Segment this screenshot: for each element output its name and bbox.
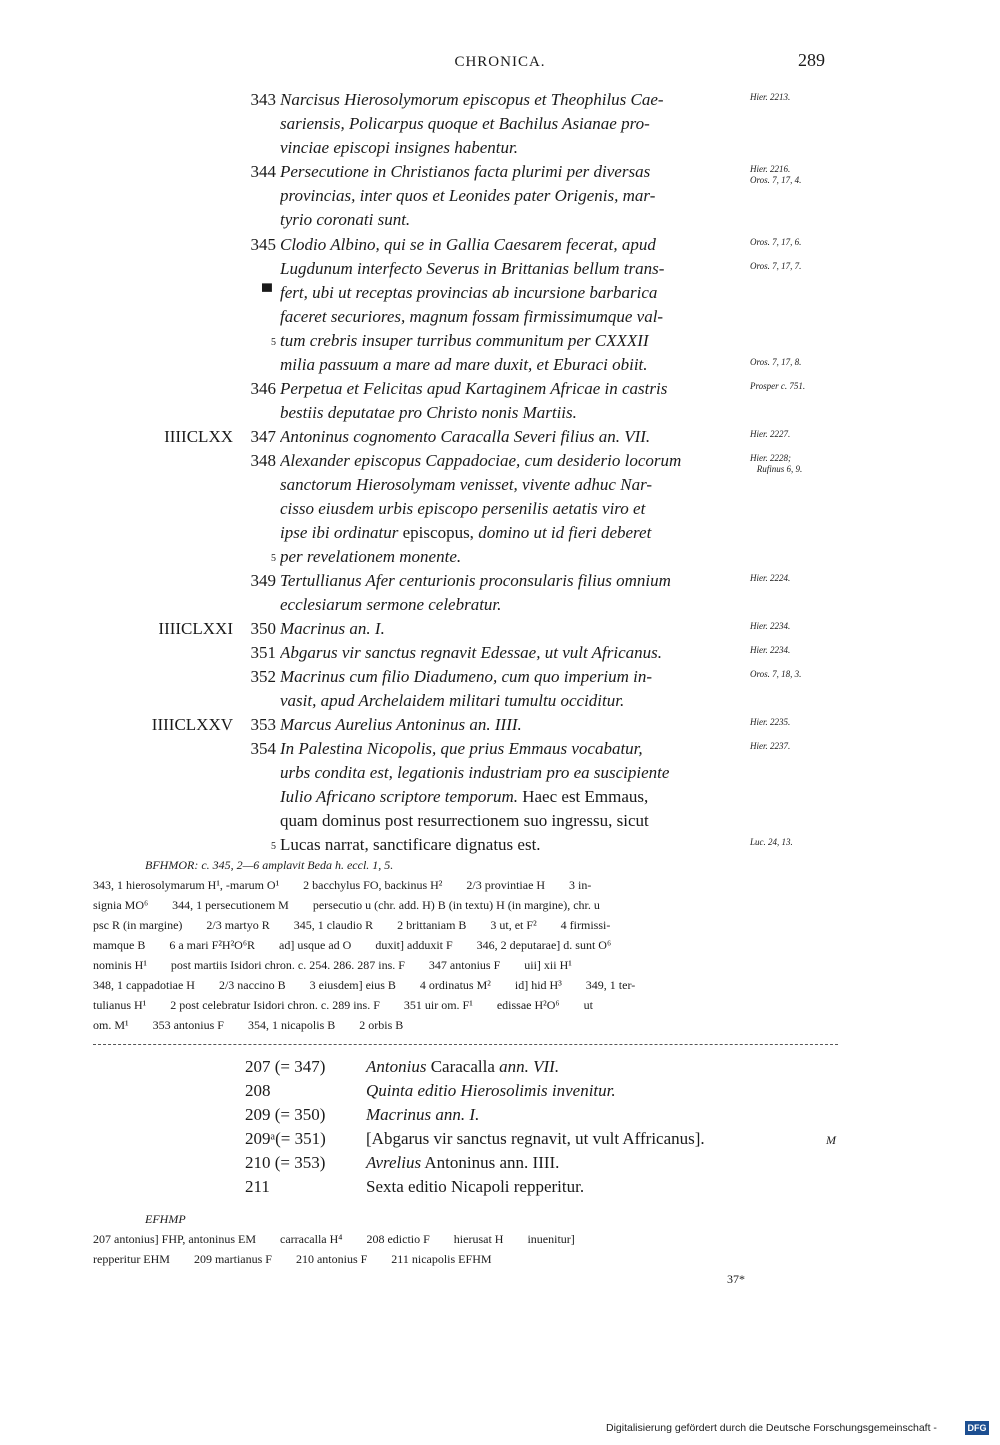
signature-mark: 37* xyxy=(727,1272,745,1286)
text-segment: Antoninus ann. IIII. xyxy=(421,1153,560,1172)
text-segment: Lugdunum interfecto Severus in Brittanias bellum trans- xyxy=(280,259,665,278)
source-reference: Hier. 2224. xyxy=(750,573,791,583)
text-segment: episcopus, xyxy=(398,523,479,542)
entry-number: 344 xyxy=(250,162,276,181)
text-segment: Macrinus an. I. xyxy=(280,619,385,638)
apparatus-line: om. M¹ 353 antonius F 354, 1 nicapolis B 2 orbis B xyxy=(93,1018,404,1032)
source-reference: Hier. 2234. xyxy=(750,621,791,631)
entry-line xyxy=(0,355,1000,378)
entry-number: 343 xyxy=(250,90,276,109)
entry-line xyxy=(0,331,1000,354)
alt-entry xyxy=(0,1057,1000,1079)
entry-text xyxy=(280,571,750,591)
entry-number: 345 xyxy=(250,235,276,254)
text-segment: urbs condita est, legationis industriam pro ea suscipiente xyxy=(280,763,670,782)
entry-line xyxy=(0,90,1000,113)
text-segment: Clodio Albino, qui se in Gallia Caesarem fecerat, apud xyxy=(280,235,656,254)
entry-text xyxy=(280,90,750,110)
source-reference: Hier. 2213. xyxy=(750,92,791,102)
alt-entry-text xyxy=(366,1081,616,1101)
text-segment: Persecutione in Christianos facta plurimi per diversas xyxy=(280,162,651,181)
text-segment: Iulio Africano scriptore temporum. xyxy=(280,787,518,806)
entry-text xyxy=(280,403,750,423)
alt-entry-number: 207 (= 347) xyxy=(245,1057,326,1076)
entry-line xyxy=(0,715,1000,738)
regnal-year: IIIICLXX xyxy=(164,427,233,446)
text-segment: Marcus Aurelius Antoninus an. IIII. xyxy=(280,715,522,734)
entry-line xyxy=(0,547,1000,570)
text-segment: cisso eiusdem urbis episcopo persenilis aetatis viro et xyxy=(280,499,646,518)
text-segment: sanctorum Hierosolymam venisset, vivente adhuc Nar- xyxy=(280,475,653,494)
entry-text xyxy=(280,523,750,543)
entry-line xyxy=(0,691,1000,714)
entry-line xyxy=(0,811,1000,834)
text-segment: ann. VII. xyxy=(499,1057,560,1076)
entry-text xyxy=(280,138,750,158)
apparatus-line: signia MO⁶ 344, 1 persecutionem M persecutio u (chr. add. H) B (in textu) H (in margine), chr. u xyxy=(93,898,600,912)
entry-text xyxy=(280,835,750,855)
alt-entry xyxy=(0,1153,1000,1175)
entry-line xyxy=(0,138,1000,161)
entry-text xyxy=(280,547,750,567)
entry-text xyxy=(280,307,750,327)
entry-text xyxy=(280,475,750,495)
entry-text xyxy=(280,186,750,206)
source-reference: Oros. 7, 17, 6. xyxy=(750,237,802,247)
source-reference: Hier. 2237. xyxy=(750,741,791,751)
entry-text xyxy=(280,114,750,134)
digitization-credit: Digitalisierung gefördert durch die Deutsche Forschungsgemeinschaft - xyxy=(606,1422,937,1434)
apparatus-head: BFHMOR: c. 345, 2—6 amplavit Beda h. eccl. 1, 5. xyxy=(145,858,394,872)
page-number: 289 xyxy=(798,50,825,70)
entry-line xyxy=(0,451,1000,474)
alt-entry xyxy=(0,1177,1000,1199)
text-segment: Antonius xyxy=(366,1057,427,1076)
alt-entry-text xyxy=(366,1129,705,1149)
source-reference: Hier. 2228; Rufinus 6, 9. xyxy=(750,453,803,474)
entry-text xyxy=(280,499,750,519)
text-segment: Haec est Emmaus, xyxy=(517,787,649,806)
entry-number: 350 xyxy=(250,619,276,638)
apparatus-line: mamque B 6 a mari F²H²O⁶R ad] usque ad O duxit] adduxit F 346, 2 deputarae] d. sunt O⁶ xyxy=(93,938,612,952)
entry-text xyxy=(280,763,750,783)
text-segment: vasit, apud Archelaidem militari tumultu occiditur. xyxy=(280,691,625,710)
entry-line xyxy=(0,186,1000,209)
text-segment: Alexander episcopus Cappadociae, cum desiderio locorum xyxy=(280,451,682,470)
entry-text xyxy=(280,259,750,279)
entry-number: 348 xyxy=(250,451,276,470)
alt-entry-number: 209 (= 350) xyxy=(245,1105,326,1124)
entry-line xyxy=(0,619,1000,642)
text-segment: Sexta editio Nicapoli repperitur. xyxy=(366,1177,585,1196)
entry-text xyxy=(280,210,750,230)
entry-text xyxy=(280,619,750,639)
entry-number: 353 xyxy=(250,715,276,734)
alt-entry xyxy=(0,1129,1000,1151)
entry-line xyxy=(0,643,1000,666)
alt-apparatus-line: 207 antonius] FHP, antoninus EM carracalla H⁴ 208 edictio F hierusat H inuenitur] xyxy=(93,1232,575,1246)
entry-line xyxy=(0,763,1000,786)
alt-entry-number: 209ᵃ(= 351) xyxy=(245,1129,326,1148)
text-segment: [Abgarus vir sanctus regnavit, ut vult Affricanus]. xyxy=(366,1129,705,1148)
alt-entry-text xyxy=(366,1057,559,1077)
entry-line xyxy=(0,403,1000,426)
apparatus-line: 343, 1 hierosolymarum H¹, -marum O¹ 2 bacchylus FO, backinus H² 2/3 provintiae H 3 in- xyxy=(93,878,592,892)
text-segment: fert, ubi ut receptas provincias ab incursione barbarica xyxy=(280,283,658,302)
entry-line xyxy=(0,835,1000,858)
entry-text xyxy=(280,643,750,663)
text-segment: tum crebris insuper turribus communitum per CXXXII xyxy=(280,331,649,350)
entry-text xyxy=(280,667,750,687)
source-reference: Hier. 2227. xyxy=(750,429,791,439)
entry-line xyxy=(0,427,1000,450)
alt-entry xyxy=(0,1105,1000,1127)
line-number: 5 xyxy=(271,337,276,348)
entry-text xyxy=(280,691,750,711)
regnal-year: IIIICLXXV xyxy=(151,715,233,734)
text-segment: Narcisus Hierosolymorum episcopus et Theophilus Cae- xyxy=(280,90,664,109)
entry-number: 352 xyxy=(250,667,276,686)
entry-line xyxy=(0,283,1000,306)
text-segment: tyrio coronati sunt. xyxy=(280,210,411,229)
entry-text xyxy=(280,811,750,831)
entry-number: 354 xyxy=(250,739,276,758)
entry-text xyxy=(280,235,750,255)
alt-entry-number: 210 (= 353) xyxy=(245,1153,326,1172)
entry-text xyxy=(280,162,750,182)
entry-line xyxy=(0,595,1000,618)
alt-entry-number: 211 xyxy=(245,1177,270,1196)
text-segment: Lucas narrat, sanctificare dignatus est. xyxy=(280,835,541,854)
text-segment: Abgarus vir sanctus regnavit Edessae, ut vult Africanus. xyxy=(280,643,662,662)
text-segment: bestiis deputatae pro Christo nonis Martiis. xyxy=(280,403,577,422)
entry-number: 347 xyxy=(250,427,276,446)
apparatus-line: 348, 1 cappadotiae H 2/3 naccino B 3 eiusdem] eius B 4 ordinatus M² id] hid H³ 349, 1 ter- xyxy=(93,978,636,992)
entry-text xyxy=(280,715,750,735)
running-title: CHRONICA. xyxy=(454,54,546,70)
alt-apparatus-line: repperitur EHM 209 martianus F 210 antonius F 211 nicapolis EFHM xyxy=(93,1252,492,1266)
manuscript-siglum: M xyxy=(826,1133,836,1147)
text-segment: Avrelius xyxy=(366,1153,422,1172)
apparatus-line: psc R (in margine) 2/3 martyo R 345, 1 claudio R 2 brittaniam B 3 ut, et F² 4 firmissi- xyxy=(93,918,611,932)
entry-line xyxy=(0,499,1000,522)
text-segment: ipse ibi ordinatur xyxy=(280,523,399,542)
line-number: 5 xyxy=(271,841,276,852)
entry-number: 349 xyxy=(250,571,276,590)
source-reference: Luc. 24, 13. xyxy=(750,837,793,847)
entry-text xyxy=(280,427,750,447)
text-segment: milia passuum a mare ad mare duxit, et Eburaci obiit. xyxy=(280,355,648,374)
text-segment: Macrinus ann. I. xyxy=(366,1105,480,1124)
entry-text xyxy=(280,787,750,807)
entry-number: 346 xyxy=(250,379,276,398)
text-segment: sariensis, Policarpus quoque et Bachilus Asianae pro- xyxy=(280,114,650,133)
section-divider xyxy=(93,1044,838,1045)
alt-apparatus-head: EFHMP xyxy=(145,1212,186,1226)
text-segment: Tertullianus Afer centurionis proconsularis filius omnium xyxy=(280,571,671,590)
entry-line xyxy=(0,667,1000,690)
source-reference: Hier. 2216. Oros. 7, 17, 4. xyxy=(750,164,802,185)
entry-line xyxy=(0,307,1000,330)
source-reference: Oros. 7, 17, 7. xyxy=(750,261,802,271)
entry-line xyxy=(0,571,1000,594)
text-segment: Perpetua et Felicitas apud Kartaginem Africae in castris xyxy=(280,379,668,398)
alt-entry-text xyxy=(366,1177,584,1197)
entry-text xyxy=(280,451,750,471)
entry-text xyxy=(280,379,750,399)
text-segment: domino ut id fieri deberet xyxy=(478,523,652,542)
entry-text xyxy=(280,355,750,375)
text-segment: quam dominus post resurrectionem suo ingressu, sicut xyxy=(280,811,649,830)
margin-mark: ▀ xyxy=(262,285,272,300)
entry-line xyxy=(0,739,1000,762)
dfg-logo: DFG xyxy=(965,1421,989,1435)
entry-line xyxy=(0,162,1000,185)
source-reference: Oros. 7, 17, 8. xyxy=(750,357,802,367)
source-reference: Oros. 7, 18, 3. xyxy=(750,669,802,679)
source-reference: Hier. 2235. xyxy=(750,717,791,727)
entry-line xyxy=(0,475,1000,498)
text-segment: In Palestina Nicopolis, que prius Emmaus vocabatur, xyxy=(280,739,643,758)
text-segment: Antoninus cognomento Caracalla Severi filius an. VII. xyxy=(280,427,651,446)
entry-text xyxy=(280,283,750,303)
alt-entry xyxy=(0,1081,1000,1103)
text-segment: per revelationem monente. xyxy=(280,547,462,566)
text-segment: Caracalla xyxy=(426,1057,500,1076)
entry-line xyxy=(0,114,1000,137)
line-number: 5 xyxy=(271,553,276,564)
source-reference: Hier. 2234. xyxy=(750,645,791,655)
text-segment: Macrinus cum filio Diadumeno, cum quo imperium in- xyxy=(280,667,653,686)
alt-entry-number: 208 xyxy=(245,1081,271,1100)
text-segment: Quinta editio Hierosolimis invenitur. xyxy=(366,1081,616,1100)
entry-line xyxy=(0,379,1000,402)
apparatus-line: nominis H¹ post martiis Isidori chron. c. 254. 286. 287 ins. F 347 antonius F uii] xii H¹ xyxy=(93,958,572,972)
entry-text xyxy=(280,331,750,351)
entry-text xyxy=(280,595,750,615)
regnal-year: IIIICLXXI xyxy=(158,619,233,638)
text-segment: vinciae episcopi insignes habentur. xyxy=(280,138,518,157)
apparatus-line: tulianus H¹ 2 post celebratur Isidori chron. c. 289 ins. F 351 uir om. F¹ edissae H²O⁶ ut xyxy=(93,998,593,1012)
entry-line xyxy=(0,787,1000,810)
entry-line xyxy=(0,210,1000,233)
entry-line xyxy=(0,523,1000,546)
alt-entry-text xyxy=(366,1153,559,1173)
source-reference: Prosper c. 751. xyxy=(750,381,806,391)
text-segment: ecclesiarum sermone celebratur. xyxy=(280,595,502,614)
text-segment: provincias, inter quos et Leonides pater Origenis, mar- xyxy=(280,186,656,205)
entry-line xyxy=(0,235,1000,258)
entry-line xyxy=(0,259,1000,282)
alt-entry-text xyxy=(366,1105,479,1125)
text-segment: faceret securiores, magnum fossam firmissimumque val- xyxy=(280,307,664,326)
entry-text xyxy=(280,739,750,759)
entry-number: 351 xyxy=(250,643,276,662)
